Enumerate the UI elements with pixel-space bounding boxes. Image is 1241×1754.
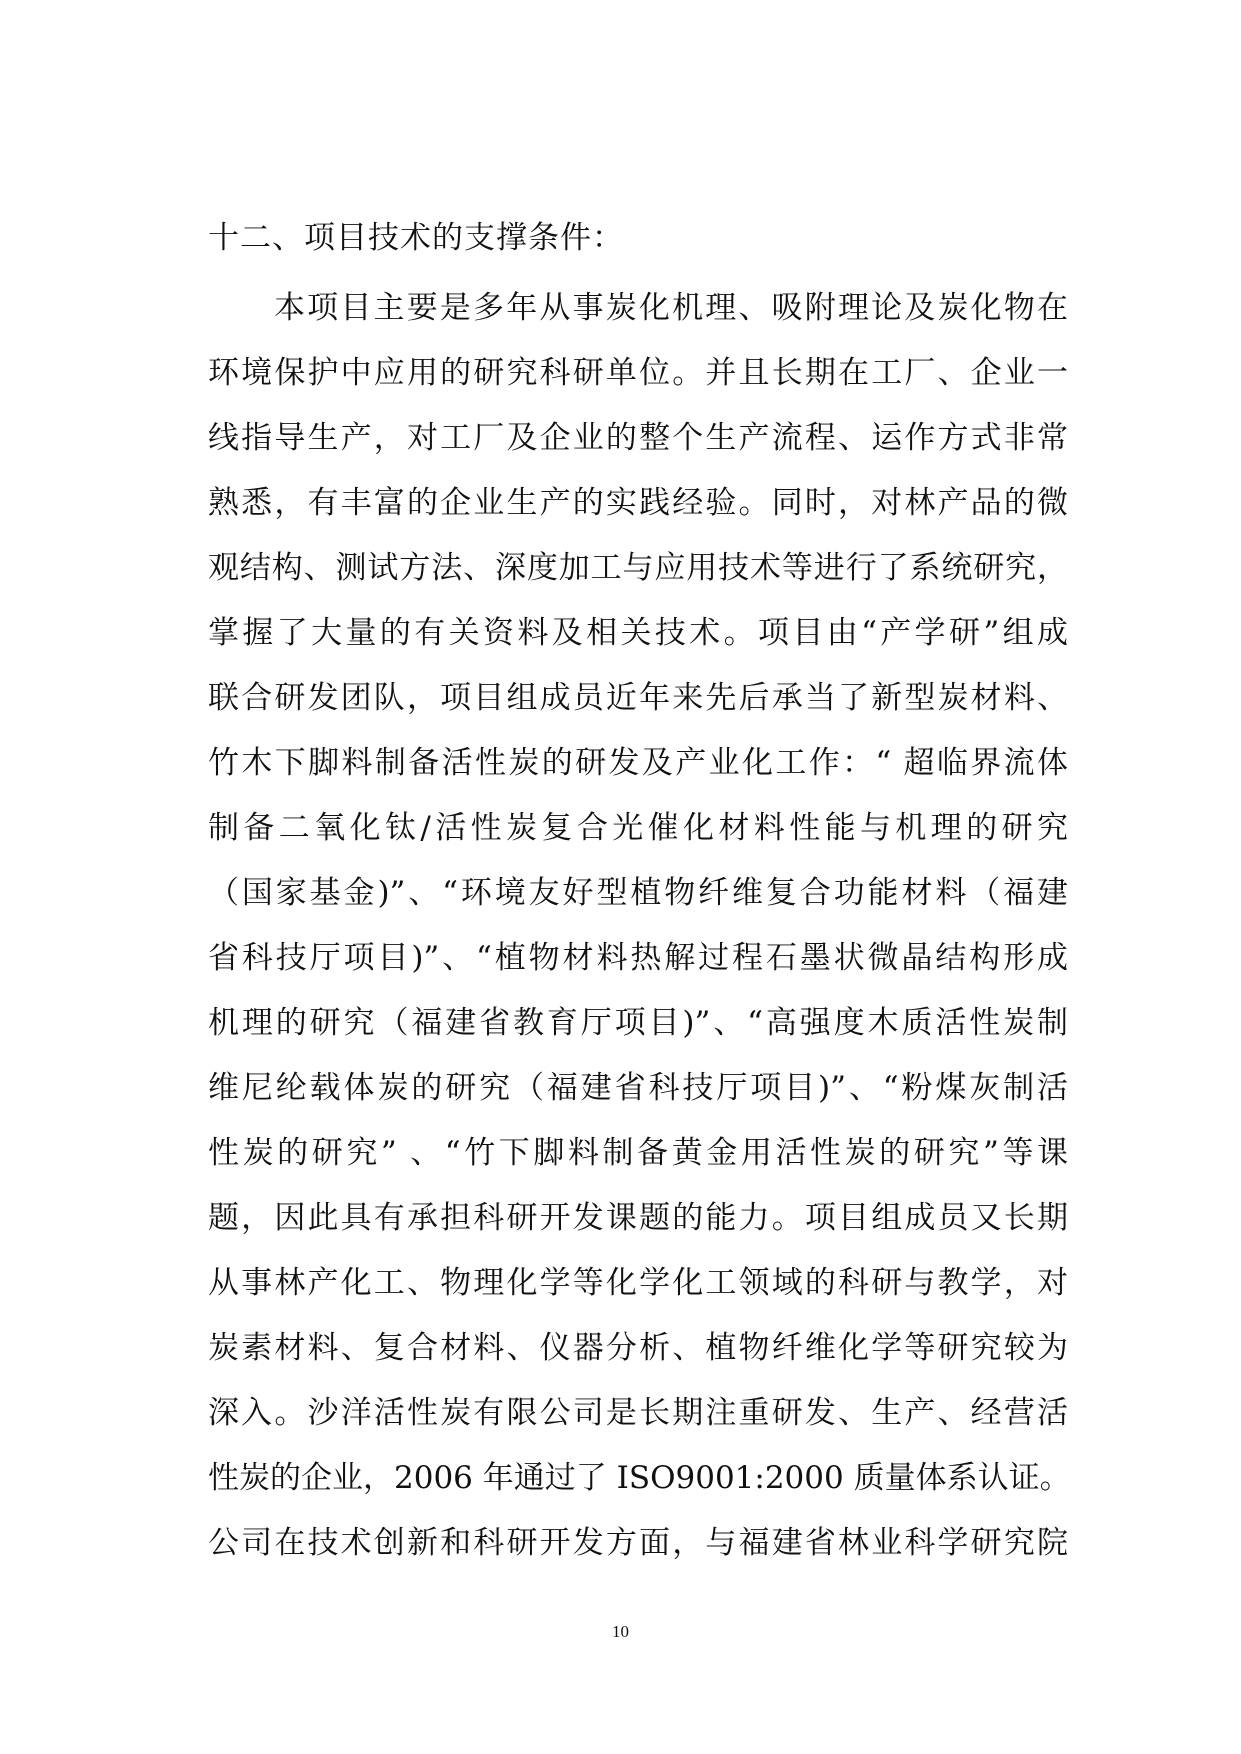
text-line: （国家基金)”、“环境友好型植物纤维复合功能材料（福建 [208,875,1068,911]
text-line: 机理的研究（福建省教育厅项目)”、“高强度木质活性炭制 [208,1005,1068,1041]
text-line: 题，因此具有承担科研开发课题的能力。项目组成员又长期 [208,1200,1068,1236]
text-line: 炭素材料、复合材料、仪器分析、植物纤维化学等研究较为 [208,1330,1068,1366]
text-line: 省科技厅项目)”、“植物材料热解过程石墨状微晶结构形成 [208,940,1068,976]
section-heading: 十二、项目技术的支撑条件： [208,220,624,256]
text-line: 性炭的企业，2006 年通过了 ISO9001:2000 质量体系认证。 [208,1460,1071,1496]
text-line: 维尼纶载体炭的研究（福建省科技厅项目)”、“粉煤灰制活 [208,1070,1068,1106]
text-line: 环境保护中应用的研究科研单位。并且长期在工厂、企业一 [208,355,1068,391]
text-line: 深入。沙洋活性炭有限公司是长期注重研发、生产、经营活 [208,1395,1068,1431]
body-paragraph [208,288,1071,1588]
text-line: 线指导生产，对工厂及企业的整个生产流程、运作方式非常 [208,420,1068,456]
text-line: 性炭的研究” 、“竹下脚料制备黄金用活性炭的研究”等课 [208,1135,1068,1171]
text-line: 联合研发团队，项目组成员近年来先后承当了新型炭材料、 [208,680,1068,716]
text-line: 竹木下脚料制备活性炭的研发及产业化工作：“ 超临界流体 [208,745,1068,781]
page-number: 10 [612,1622,629,1641]
text-line: 从事林产化工、物理化学等化学化工领域的科研与教学，对 [208,1265,1068,1301]
text-line: 熟悉，有丰富的企业生产的实践经验。同时，对林产品的微 [208,485,1068,521]
text-line: 掌握了大量的有关资料及相关技术。项目由“产学研”组成 [208,615,1068,651]
text-line: 观结构、测试方法、深度加工与应用技术等进行了系统研究， [208,550,1068,586]
text-line: 公司在技术创新和科研开发方面，与福建省林业科学研究院 [208,1525,1068,1561]
text-line: 本项目主要是多年从事炭化机理、吸附理论及炭化物在 [274,290,1068,326]
text-line: 制备二氧化钛/活性炭复合光催化材料性能与机理的研究 [208,810,1068,846]
